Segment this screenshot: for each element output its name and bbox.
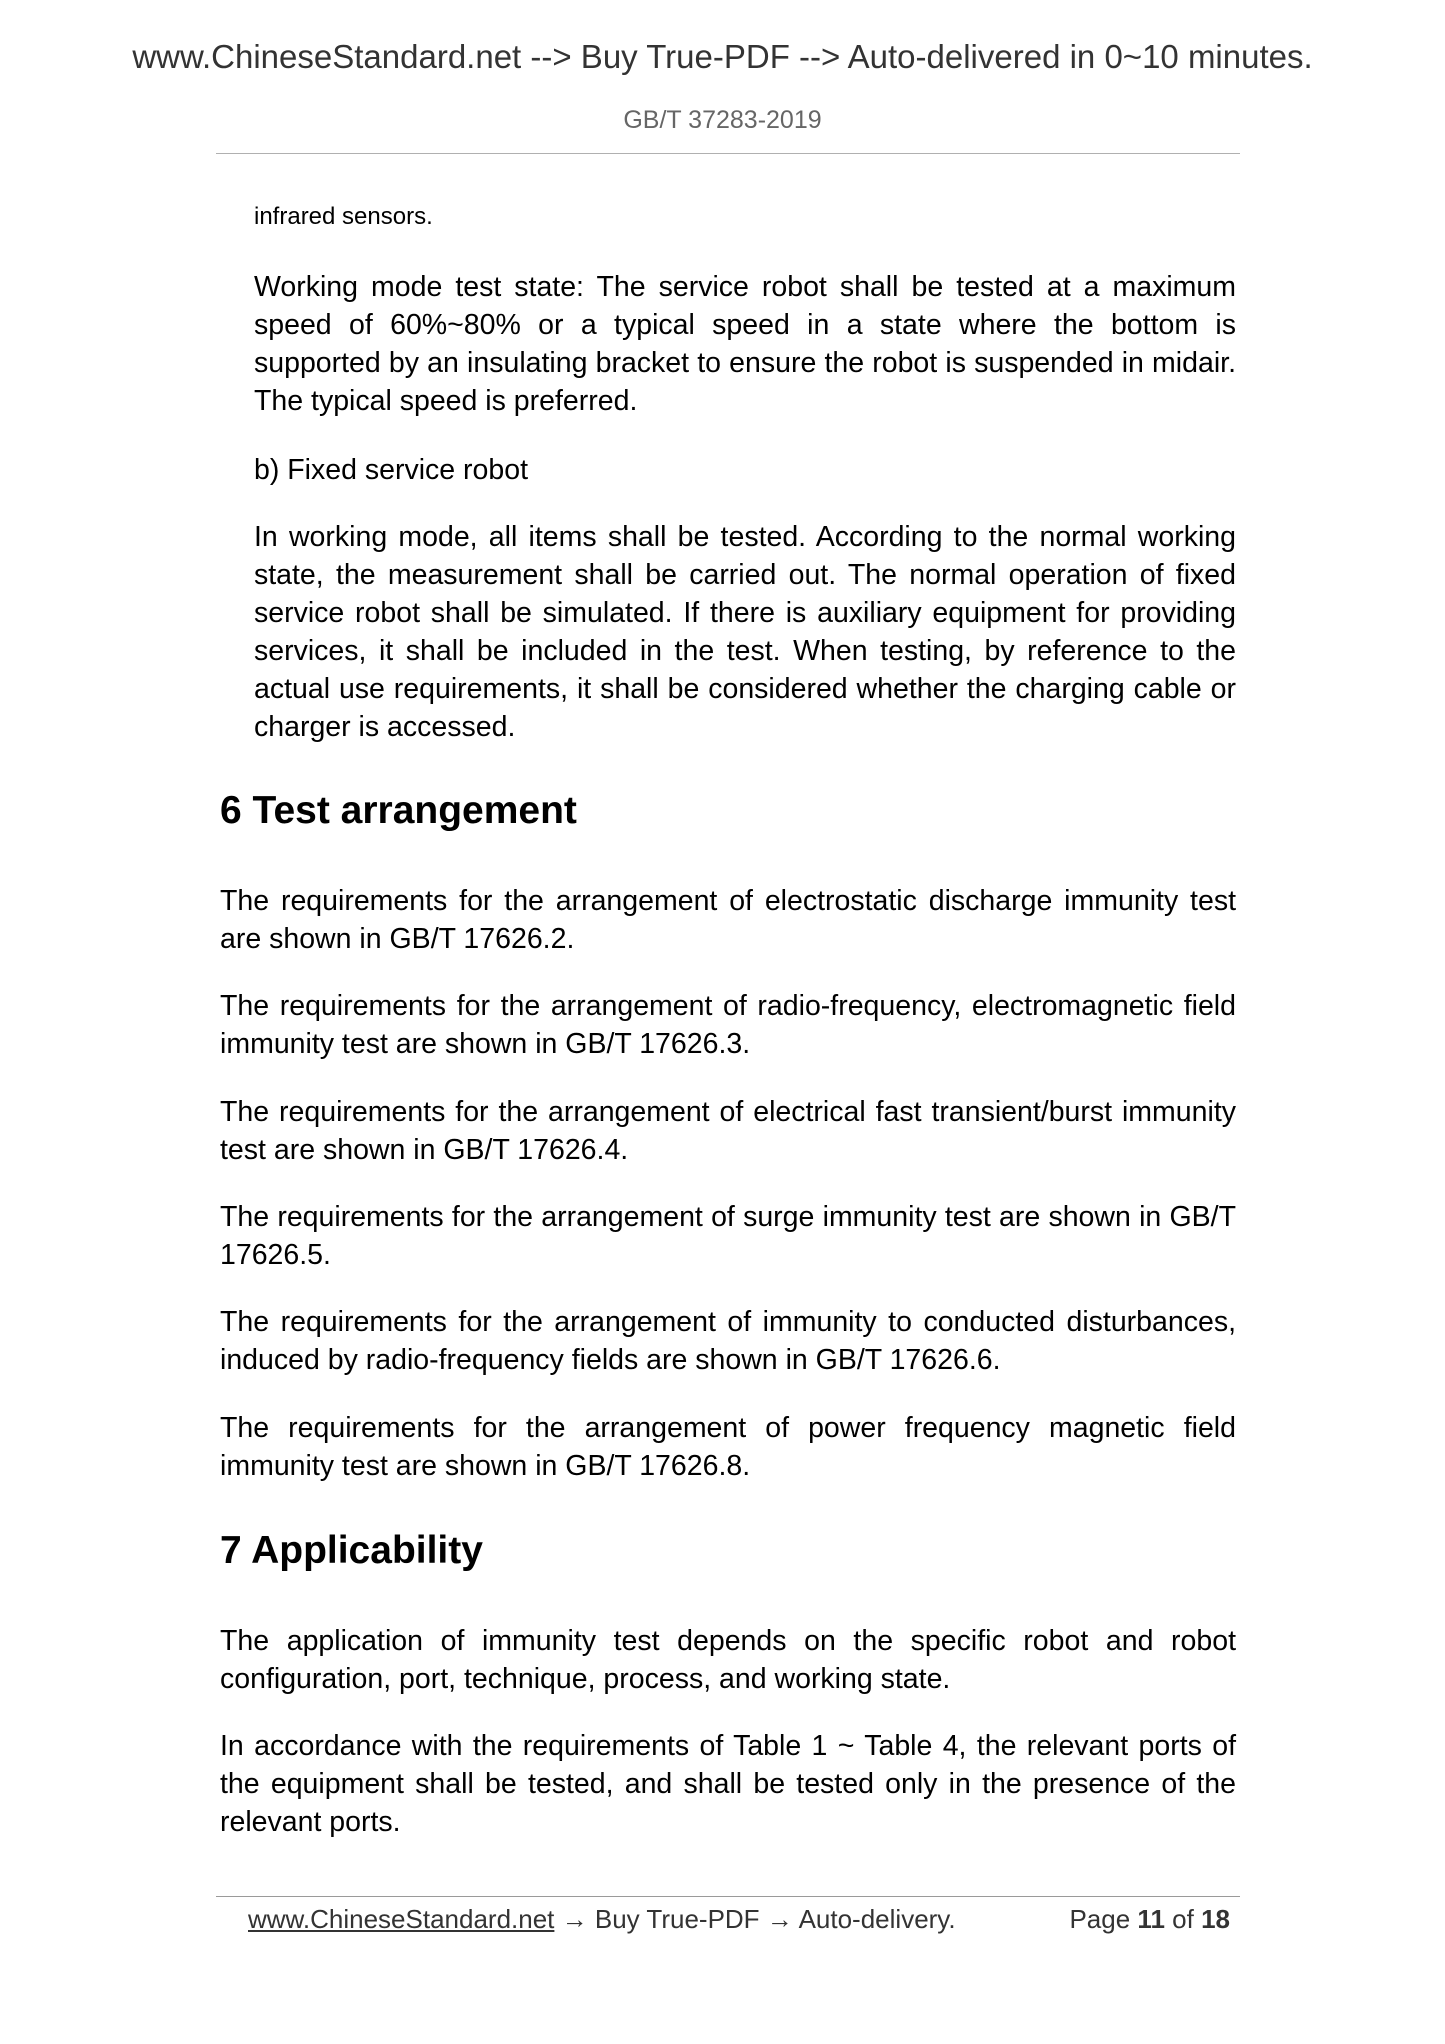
paragraph-infrared-sensors: infrared sensors.	[254, 203, 433, 230]
header-divider	[216, 153, 1240, 154]
paragraph-eft-arrangement: The requirements for the arrangement of electrical fast transient/burst immunity test are shown in GB/T 17626.4.	[220, 1096, 1236, 1166]
section-heading-test-arrangement: 6 Test arrangement	[220, 789, 577, 832]
current-page-number: 11	[1137, 1904, 1165, 1934]
standard-number: GB/T 37283-2019	[623, 106, 822, 134]
footer-tagline: → Buy True-PDF → Auto-delivery.	[554, 1904, 956, 1934]
footer-divider	[216, 1896, 1240, 1897]
paragraph-accordance-tables: In accordance with the requirements of Table 1 ~ Table 4, the relevant ports of the equipment shall be tested, and shall be tested only in the presence of the relevant ports.	[220, 1730, 1236, 1838]
page-footer	[216, 1902, 1236, 1936]
footer-site-link[interactable]: www.ChineseStandard.net	[248, 1904, 555, 1934]
paragraph-power-frequency-arrangement: The requirements for the arrangement of power frequency magnetic field immunity test are shown in GB/T 17626.8.	[220, 1412, 1236, 1482]
of-label: of	[1172, 1904, 1194, 1934]
paragraph-conducted-arrangement: The requirements for the arrangement of immunity to conducted disturbances, induced by radio-frequency fields are shown in GB/T 17626.6.	[220, 1306, 1236, 1376]
paragraph-fixed-service-robot: In working mode, all items shall be tested. According to the normal working state, the measurement shall be carried out. The normal operation of fixed service robot shall be simulated. If there is auxiliary equipment for providing services, it shall be included in the test. When testing, by reference to the actual use requirements, it shall be considered whether the charging cable or charger is accessed.	[254, 521, 1236, 743]
section-heading-applicability: 7 Applicability	[220, 1529, 483, 1572]
paragraph-surge-arrangement: The requirements for the arrangement of surge immunity test are shown in GB/T 17626.5.	[220, 1201, 1236, 1271]
paragraph-application: The application of immunity test depends on the specific robot and robot configuration, port, technique, process, and working state.	[220, 1625, 1236, 1695]
paragraph-working-mode-test-state: Working mode test state: The service robot shall be tested at a maximum speed of 60%~80% or a typical speed in a state where the bottom is supported by an insulating bracket to ensure the robot is suspended in midair. The typical speed is preferred.	[254, 271, 1236, 417]
page-label: Page	[1069, 1904, 1131, 1934]
page-indicator	[1069, 1902, 1230, 1936]
paragraph-esd-arrangement: The requirements for the arrangement of electrostatic discharge immunity test are shown in GB/T 17626.2.	[220, 885, 1236, 955]
total-page-count: 18	[1201, 1904, 1230, 1934]
footer-promo	[248, 1902, 956, 1936]
site-banner: www.ChineseStandard.net --> Buy True-PDF --> Auto-delivered in 0~10 minutes.	[132, 38, 1313, 75]
paragraph-rf-field-arrangement: The requirements for the arrangement of radio-frequency, electromagnetic field immunity test are shown in GB/T 17626.3.	[220, 990, 1236, 1060]
list-item-fixed-service-robot: b) Fixed service robot	[254, 454, 529, 486]
